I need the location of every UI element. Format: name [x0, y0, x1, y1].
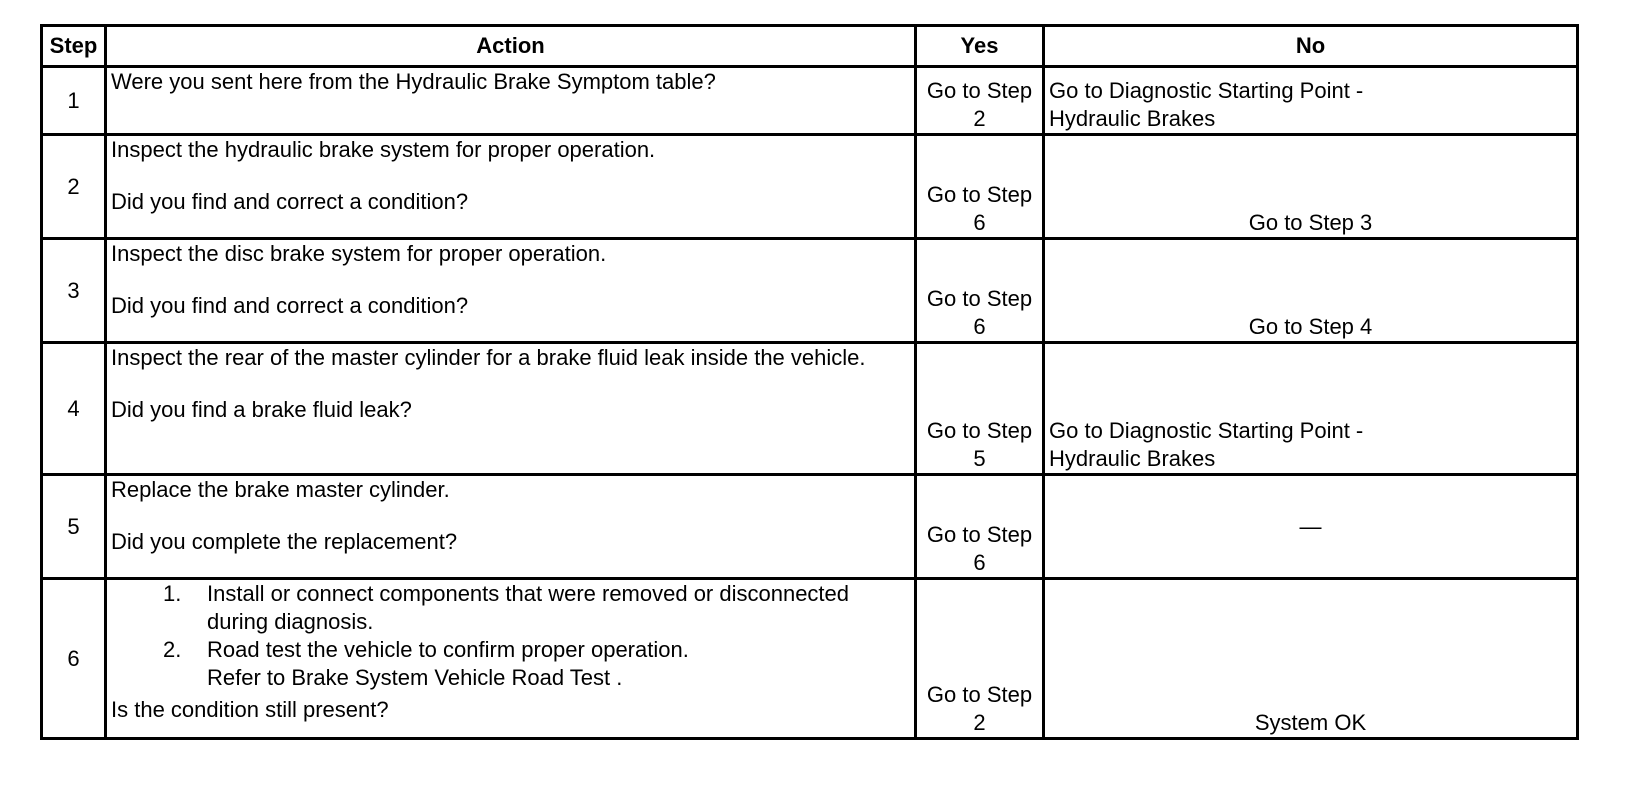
- yes-line1: Go to Step: [926, 78, 1033, 103]
- action-text: Inspect the rear of the master cylinder for a brake fluid leak inside the vehicle.: [111, 345, 866, 370]
- diagnostic-table: [40, 24, 1579, 740]
- action-cell: [106, 135, 916, 239]
- substep-number: 2.: [163, 637, 182, 662]
- step-number: 5: [42, 475, 106, 579]
- substep-text: Road test the vehicle to confirm proper operation.: [207, 637, 689, 662]
- step-number: 1: [42, 67, 106, 135]
- substep-text: Install or connect components that were removed or disconnected during diagnosis.: [207, 581, 850, 634]
- yes-line2: 2: [973, 710, 986, 735]
- table-row: [42, 475, 1578, 579]
- step-number: 6: [42, 579, 106, 739]
- action-cell: [106, 579, 916, 739]
- action-cell: [106, 67, 916, 135]
- step-number: 4: [42, 343, 106, 475]
- no-line2: Hydraulic Brakes: [1049, 446, 1216, 471]
- action-text: Replace the brake master cylinder.: [111, 477, 450, 502]
- header-no: No: [1044, 26, 1578, 67]
- yes-cell: [916, 67, 1044, 135]
- action-cell: [106, 239, 916, 343]
- yes-cell: [916, 239, 1044, 343]
- header-step: Step: [42, 26, 106, 67]
- no-cell: [1044, 67, 1578, 135]
- substep-list: [111, 580, 910, 664]
- yes-cell: [916, 135, 1044, 239]
- yes-line1: Go to Step: [926, 522, 1033, 547]
- action-text: Inspect the disc brake system for proper operation.: [111, 241, 607, 266]
- yes-line2: 5: [973, 446, 986, 471]
- action-question: Did you complete the replacement?: [111, 529, 458, 554]
- action-question: Did you find a brake fluid leak?: [111, 397, 412, 422]
- yes-line1: Go to Step: [926, 182, 1033, 207]
- action-question: Is the condition still present?: [111, 697, 389, 722]
- yes-line2: 2: [973, 106, 986, 131]
- substep-item: [163, 636, 910, 664]
- table-row: [42, 579, 1578, 739]
- table-row: [42, 135, 1578, 239]
- no-cell: Go to Step 3: [1044, 135, 1578, 239]
- action-question: Did you find and correct a condition?: [111, 293, 469, 318]
- substep-item: [163, 580, 910, 636]
- no-line1: Go to Diagnostic Starting Point -: [1049, 418, 1364, 443]
- yes-line1: Go to Step: [926, 286, 1033, 311]
- yes-line1: Go to Step: [926, 682, 1033, 707]
- action-text: Were you sent here from the Hydraulic Brake Symptom table?: [111, 69, 716, 94]
- table-row: [42, 239, 1578, 343]
- action-cell: [106, 343, 916, 475]
- no-cell: System OK: [1044, 579, 1578, 739]
- yes-line2: 6: [973, 210, 986, 235]
- no-cell: Go to Step 4: [1044, 239, 1578, 343]
- header-action: Action: [106, 26, 916, 67]
- yes-line1: Go to Step: [926, 418, 1033, 443]
- no-cell: —: [1044, 475, 1578, 579]
- yes-line2: 6: [973, 314, 986, 339]
- yes-cell: [916, 475, 1044, 579]
- header-row: [42, 26, 1578, 67]
- yes-cell: [916, 579, 1044, 739]
- yes-cell: [916, 343, 1044, 475]
- yes-line2: 6: [973, 550, 986, 575]
- table-row: [42, 343, 1578, 475]
- step-number: 3: [42, 239, 106, 343]
- action-cell: [106, 475, 916, 579]
- substep-number: 1.: [163, 581, 182, 606]
- step-number: 2: [42, 135, 106, 239]
- reference-link[interactable]: Refer to Brake System Vehicle Road Test .: [207, 665, 623, 690]
- action-question: Did you find and correct a condition?: [111, 189, 469, 214]
- table-row: [42, 67, 1578, 135]
- no-line1: Go to Diagnostic Starting Point -: [1049, 78, 1364, 103]
- action-text: Inspect the hydraulic brake system for proper operation.: [111, 137, 656, 162]
- no-line2: Hydraulic Brakes: [1049, 106, 1216, 131]
- no-cell: [1044, 343, 1578, 475]
- header-yes: Yes: [916, 26, 1044, 67]
